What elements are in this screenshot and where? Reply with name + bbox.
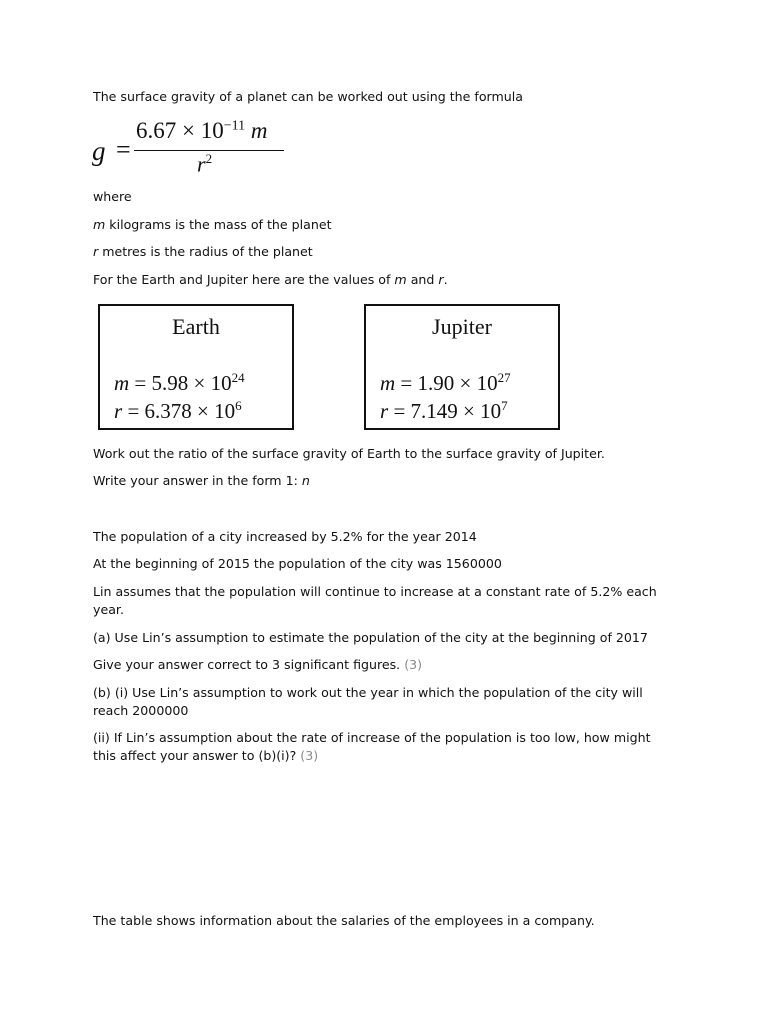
planet-radius: $r = 6.378 \times 10^6$ [114, 398, 242, 423]
gravity-formula [92, 118, 292, 180]
formula-equals: = [116, 135, 131, 164]
salary-intro: The table shows information about the salaries of the employees in a company. [93, 913, 595, 928]
r-definition: r metres is the radius of the planet [93, 244, 313, 259]
planet-name: Jupiter [432, 314, 492, 339]
answer-form: Write your answer in the form 1: n [93, 473, 310, 488]
planet-name: Earth [172, 314, 220, 339]
gravity-intro: The surface gravity of a planet can be worked out using the formula [93, 89, 523, 104]
part-a-sig-figs: Give your answer correct to 3 significant figures. (3) [93, 657, 423, 672]
part-a: (a) Use Lin’s assumption to estimate the population of the city at the beginning of 2017 [93, 630, 648, 645]
earth-values-box [98, 304, 294, 430]
planet-radius: $r = 7.149 \times 10^7$ [380, 398, 508, 423]
formula-denominator: $r^2$ [197, 151, 213, 177]
population-line-3: Lin assumes that the population will continue to increase at a constant rate of 5.2% each year. [93, 584, 657, 617]
part-b-i: (b) (i) Use Lin’s assumption to work out the year in which the population of the city will reach 2000000 [93, 685, 643, 718]
jupiter-values-box [364, 304, 560, 430]
formula-numerator: $6.67 \times 10^{-11}$ m [136, 118, 268, 143]
marks-badge: (3) [300, 748, 319, 763]
planet-mass: $m = 5.98 \times 10^{24}$ [114, 370, 245, 395]
population-line-2: At the beginning of 2015 the population of the city was 1560000 [93, 556, 502, 571]
part-b-ii: (ii) If Lin’s assumption about the rate of increase of the population is too low, how might this affect your answer to (b)(i)? (3) [93, 730, 651, 763]
formula-lhs: g [92, 136, 106, 166]
values-intro: For the Earth and Jupiter here are the values of m and r. [93, 272, 448, 287]
where-label: where [93, 189, 132, 204]
planet-mass: $m = 1.90 \times 10^{27}$ [380, 370, 511, 395]
m-definition: m kilograms is the mass of the planet [93, 217, 332, 232]
population-line-1: The population of a city increased by 5.2% for the year 2014 [93, 529, 477, 544]
marks-badge: (3) [404, 657, 423, 672]
ratio-task: Work out the ratio of the surface gravity of Earth to the surface gravity of Jupiter. [93, 446, 605, 461]
